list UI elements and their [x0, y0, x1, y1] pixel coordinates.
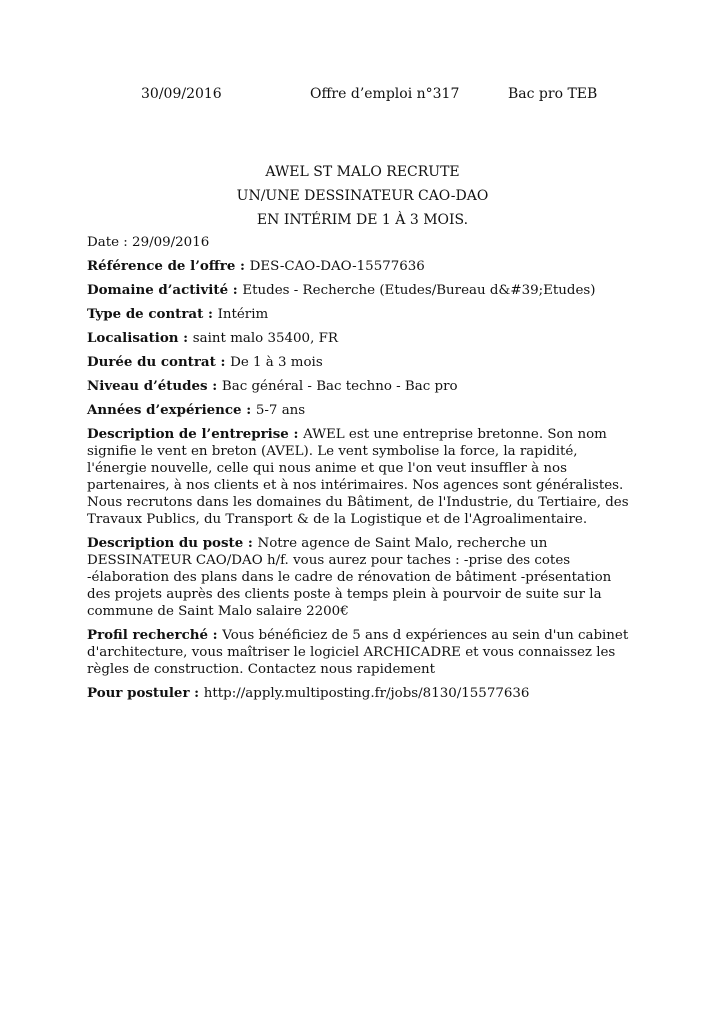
field-label: Description du poste — [87, 535, 244, 551]
field-contract-type — [87, 306, 629, 323]
field-label: Durée du contrat — [87, 354, 216, 370]
header-date: 30/09/2016 — [141, 86, 222, 102]
field-label: Référence de l’offre — [87, 258, 236, 274]
field-education — [87, 378, 629, 395]
field-duration — [87, 354, 629, 371]
field-job-description — [87, 535, 629, 620]
field-location — [87, 330, 629, 347]
field-label: Type de contrat — [87, 306, 204, 322]
document-header — [0, 86, 725, 106]
field-label: Années d’expérience — [87, 402, 242, 418]
field-value: Intérim — [217, 307, 269, 322]
field-separator: : — [215, 354, 231, 370]
field-separator: : — [243, 535, 258, 551]
title-line-2: UN/UNE DESSINATEUR CAO-DAO — [236, 188, 489, 204]
field-value: Vous bénéficiez de 5 ans d expériences au sein d'un cabinet d'architecture, vous maîtriser le logiciel ARCHICADRE et vous connaissez les règles de construction. Contactez nous rapidement — [87, 628, 629, 677]
field-label: Niveau d’études — [87, 378, 208, 394]
apply-url: http://apply.multiposting.fr/jobs/8130/15577636 — [203, 686, 530, 701]
date-line: Date : 29/09/2016 — [87, 235, 210, 250]
title-line-1: AWEL ST MALO RECRUTE — [265, 164, 460, 180]
field-label: Description de l’entreprise — [87, 426, 289, 442]
field-domain — [87, 282, 629, 299]
field-label: Localisation — [87, 330, 179, 346]
header-level: Bac pro TEB — [508, 86, 598, 102]
field-value: Etudes - Recherche (Etudes/Bureau d&#39;Etudes) — [242, 283, 596, 298]
field-label: Profil recherché — [87, 627, 208, 643]
field-reference — [87, 258, 629, 275]
field-value: De 1 à 3 mois — [230, 355, 323, 370]
field-value: AWEL est une entreprise bretonne. Son nom signifie le vent en breton (AVEL). Le vent symbolise la force, la rapidité, l'énergie nouvelle, celle qui nous anime et que l'on veut insuffler à nos partenaires, à nos clients et à nos intérimaires. Nos agences sont généralistes. Nous recrutons dans les domaines du Bâtiment, de l'Industrie, du Tertiaire, des Travaux Publics, du Transport & de la Logistique et de l'Agroalimentaire. — [87, 427, 629, 527]
offer-details — [87, 234, 629, 709]
field-separator: : — [228, 282, 243, 298]
offer-title — [0, 160, 725, 232]
field-separator: : — [207, 378, 222, 394]
field-value: DES-CAO-DAO-15577636 — [249, 259, 425, 274]
field-value: Bac général - Bac techno - Bac pro — [221, 379, 458, 394]
field-separator: : — [189, 685, 204, 701]
field-apply — [87, 685, 629, 702]
field-separator: : — [241, 402, 256, 418]
field-value: Notre agence de Saint Malo, recherche un DESSINATEUR CAO/DAO h/f. vous aurez pour taches : -prise des cotes -élaboration des plans dans le cadre de rénovation de bâtiment -présentation des projets auprès des clients poste à temps plein à pourvoir de suite sur la commune de Saint Malo salaire 2200€ — [87, 536, 612, 619]
header-offer-number: Offre d’emploi n°317 — [310, 86, 460, 102]
field-value: saint malo 35400, FR — [192, 331, 338, 346]
field-value: 5-7 ans — [255, 403, 306, 418]
field-separator: : — [288, 426, 304, 442]
field-profile — [87, 627, 629, 678]
field-experience — [87, 402, 629, 419]
field-separator: : — [208, 627, 223, 643]
field-separator: : — [235, 258, 250, 274]
field-label: Domaine d’activité — [87, 282, 229, 298]
field-label: Pour postuler — [87, 685, 190, 701]
field-separator: : — [203, 306, 218, 322]
field-company-description — [87, 426, 629, 528]
field-separator: : — [178, 330, 193, 346]
title-line-3: EN INTÉRIM DE 1 À 3 MOIS. — [256, 212, 469, 228]
